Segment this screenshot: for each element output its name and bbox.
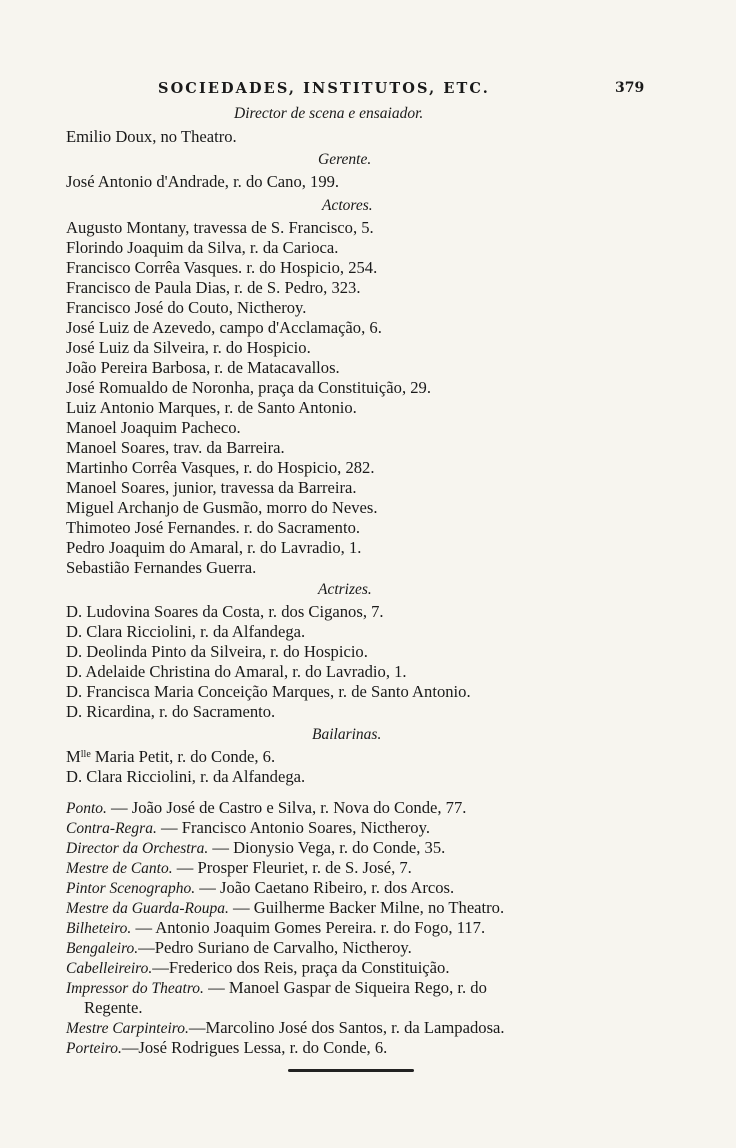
list-item: José Romualdo de Noronha, praça da Constituição, 29. [66, 378, 431, 397]
title-abbrev: M [66, 747, 81, 766]
staff-role: Mestre Carpinteiro. [66, 1020, 189, 1037]
staff-text: —Marcolino José dos Santos, r. da Lampadosa. [188, 1018, 505, 1037]
staff-role: Cabelleireiro. [66, 960, 153, 977]
director-entry: Emilio Doux, no Theatro. [66, 127, 237, 146]
staff-entry [66, 838, 445, 859]
staff-entry [66, 858, 412, 879]
list-item: D. Francisca Maria Conceição Marques, r. de Santo Antonio. [66, 682, 471, 701]
list-item: Augusto Montany, travessa de S. Francisco, 5. [66, 218, 374, 237]
staff-role: Director da Orchestra. [66, 840, 209, 857]
section-heading-actores: Actores. [322, 197, 373, 214]
staff-role: Ponto. [66, 800, 107, 817]
list-item: José Luiz da Silveira, r. do Hospicio. [66, 338, 311, 357]
staff-text: — Guilherme Backer Milne, no Theatro. [228, 898, 505, 917]
list-item: Manoel Soares, trav. da Barreira. [66, 438, 285, 457]
staff-text: —Frederico dos Reis, praça da Constituição. [152, 958, 450, 977]
section-heading-gerente: Gerente. [318, 151, 372, 168]
list-item: Pedro Joaquim do Amaral, r. do Lavradio, 1. [66, 538, 362, 557]
staff-role: Mestre da Guarda-Roupa. [66, 900, 229, 917]
list-item: Francisco de Paula Dias, r. de S. Pedro, 323. [66, 278, 361, 297]
staff-entry [66, 958, 449, 979]
staff-entry [66, 918, 485, 939]
list-item: D. Adelaide Christina do Amaral, r. do Lavradio, 1. [66, 662, 407, 681]
list-item: Miguel Archanjo de Gusmão, morro do Neves. [66, 498, 378, 517]
list-item: João Pereira Barbosa, r. de Matacavallos. [66, 358, 340, 377]
staff-entry-continuation: Regente. [84, 998, 143, 1017]
list-item: Francisco José do Couto, Nictheroy. [66, 298, 307, 317]
staff-text: —Pedro Suriano de Carvalho, Nictheroy. [138, 938, 412, 957]
list-item: D. Clara Ricciolini, r. da Alfandega. [66, 767, 306, 786]
list-item: Francisco Corrêa Vasques. r. do Hospicio, 254. [66, 258, 378, 277]
section-heading-bailarinas: Bailarinas. [312, 726, 382, 743]
staff-role: Bengaleiro. [66, 940, 139, 957]
staff-role: Contra-Regra. [66, 820, 157, 837]
list-item: D. Deolinda Pinto da Silveira, r. do Hospicio. [66, 642, 368, 661]
list-item: Manoel Joaquim Pacheco. [66, 418, 241, 437]
staff-text: — Dionysio Vega, r. do Conde, 35. [208, 838, 446, 857]
staff-entry [66, 798, 466, 819]
staff-role: Mestre de Canto. [66, 860, 173, 877]
gerente-entry: José Antonio d'Andrade, r. do Cano, 199. [66, 172, 340, 191]
staff-text: — Antonio Joaquim Gomes Pereira. r. do Fogo, 117. [131, 918, 486, 937]
staff-text: — João Caetano Ribeiro, r. dos Arcos. [195, 878, 455, 897]
staff-entry [66, 818, 430, 839]
list-item: Luiz Antonio Marques, r. de Santo Antonio. [66, 398, 357, 417]
running-header [158, 80, 678, 104]
section-heading-director: Director de scena e ensaiador. [234, 105, 424, 122]
staff-entry [66, 978, 487, 999]
list-item: Sebastião Fernandes Guerra. [66, 558, 257, 577]
section-divider-rule [288, 1069, 414, 1072]
list-item: Thimoteo José Fernandes. r. do Sacramento. [66, 518, 361, 537]
staff-entry [66, 1038, 387, 1059]
staff-text: — Prosper Fleuriet, r. de S. José, 7. [172, 858, 412, 877]
staff-text: — João José de Castro e Silva, r. Nova do Conde, 77. [106, 798, 467, 817]
staff-text: —José Rodrigues Lessa, r. do Conde, 6. [121, 1038, 388, 1057]
list-item: D. Clara Ricciolini, r. da Alfandega. [66, 622, 306, 641]
staff-role: Porteiro. [66, 1040, 122, 1057]
page-number: 379 [615, 80, 645, 96]
staff-text: — Manoel Gaspar de Siqueira Rego, r. do [203, 978, 487, 997]
list-item: D. Ludovina Soares da Costa, r. dos Ciganos, 7. [66, 602, 384, 621]
staff-entry [66, 878, 454, 899]
list-item: José Luiz de Azevedo, campo d'Acclamação, 6. [66, 318, 382, 337]
staff-role: Bilheteiro. [66, 920, 132, 937]
list-item: D. Ricardina, r. do Sacramento. [66, 702, 276, 721]
staff-role: Pintor Scenographo. [66, 880, 196, 897]
staff-entry [66, 898, 504, 919]
list-item: Martinho Corrêa Vasques, r. do Hospicio, 282. [66, 458, 375, 477]
section-heading-actrizes: Actrizes. [318, 581, 372, 598]
title-superscript: lle [80, 749, 91, 760]
staff-entry [66, 938, 412, 959]
entry-text: Maria Petit, r. do Conde, 6. [90, 747, 276, 766]
staff-text: — Francisco Antonio Soares, Nictheroy. [156, 818, 430, 837]
list-item: Manoel Soares, junior, travessa da Barreira. [66, 478, 357, 497]
header-title: SOCIEDADES, INSTITUTOS, ETC. [158, 80, 490, 97]
staff-entry [66, 1018, 505, 1039]
staff-role: Impressor do Theatro. [66, 980, 204, 997]
list-item: Florindo Joaquim da Silva, r. da Carioca. [66, 238, 339, 257]
list-item [66, 747, 275, 767]
